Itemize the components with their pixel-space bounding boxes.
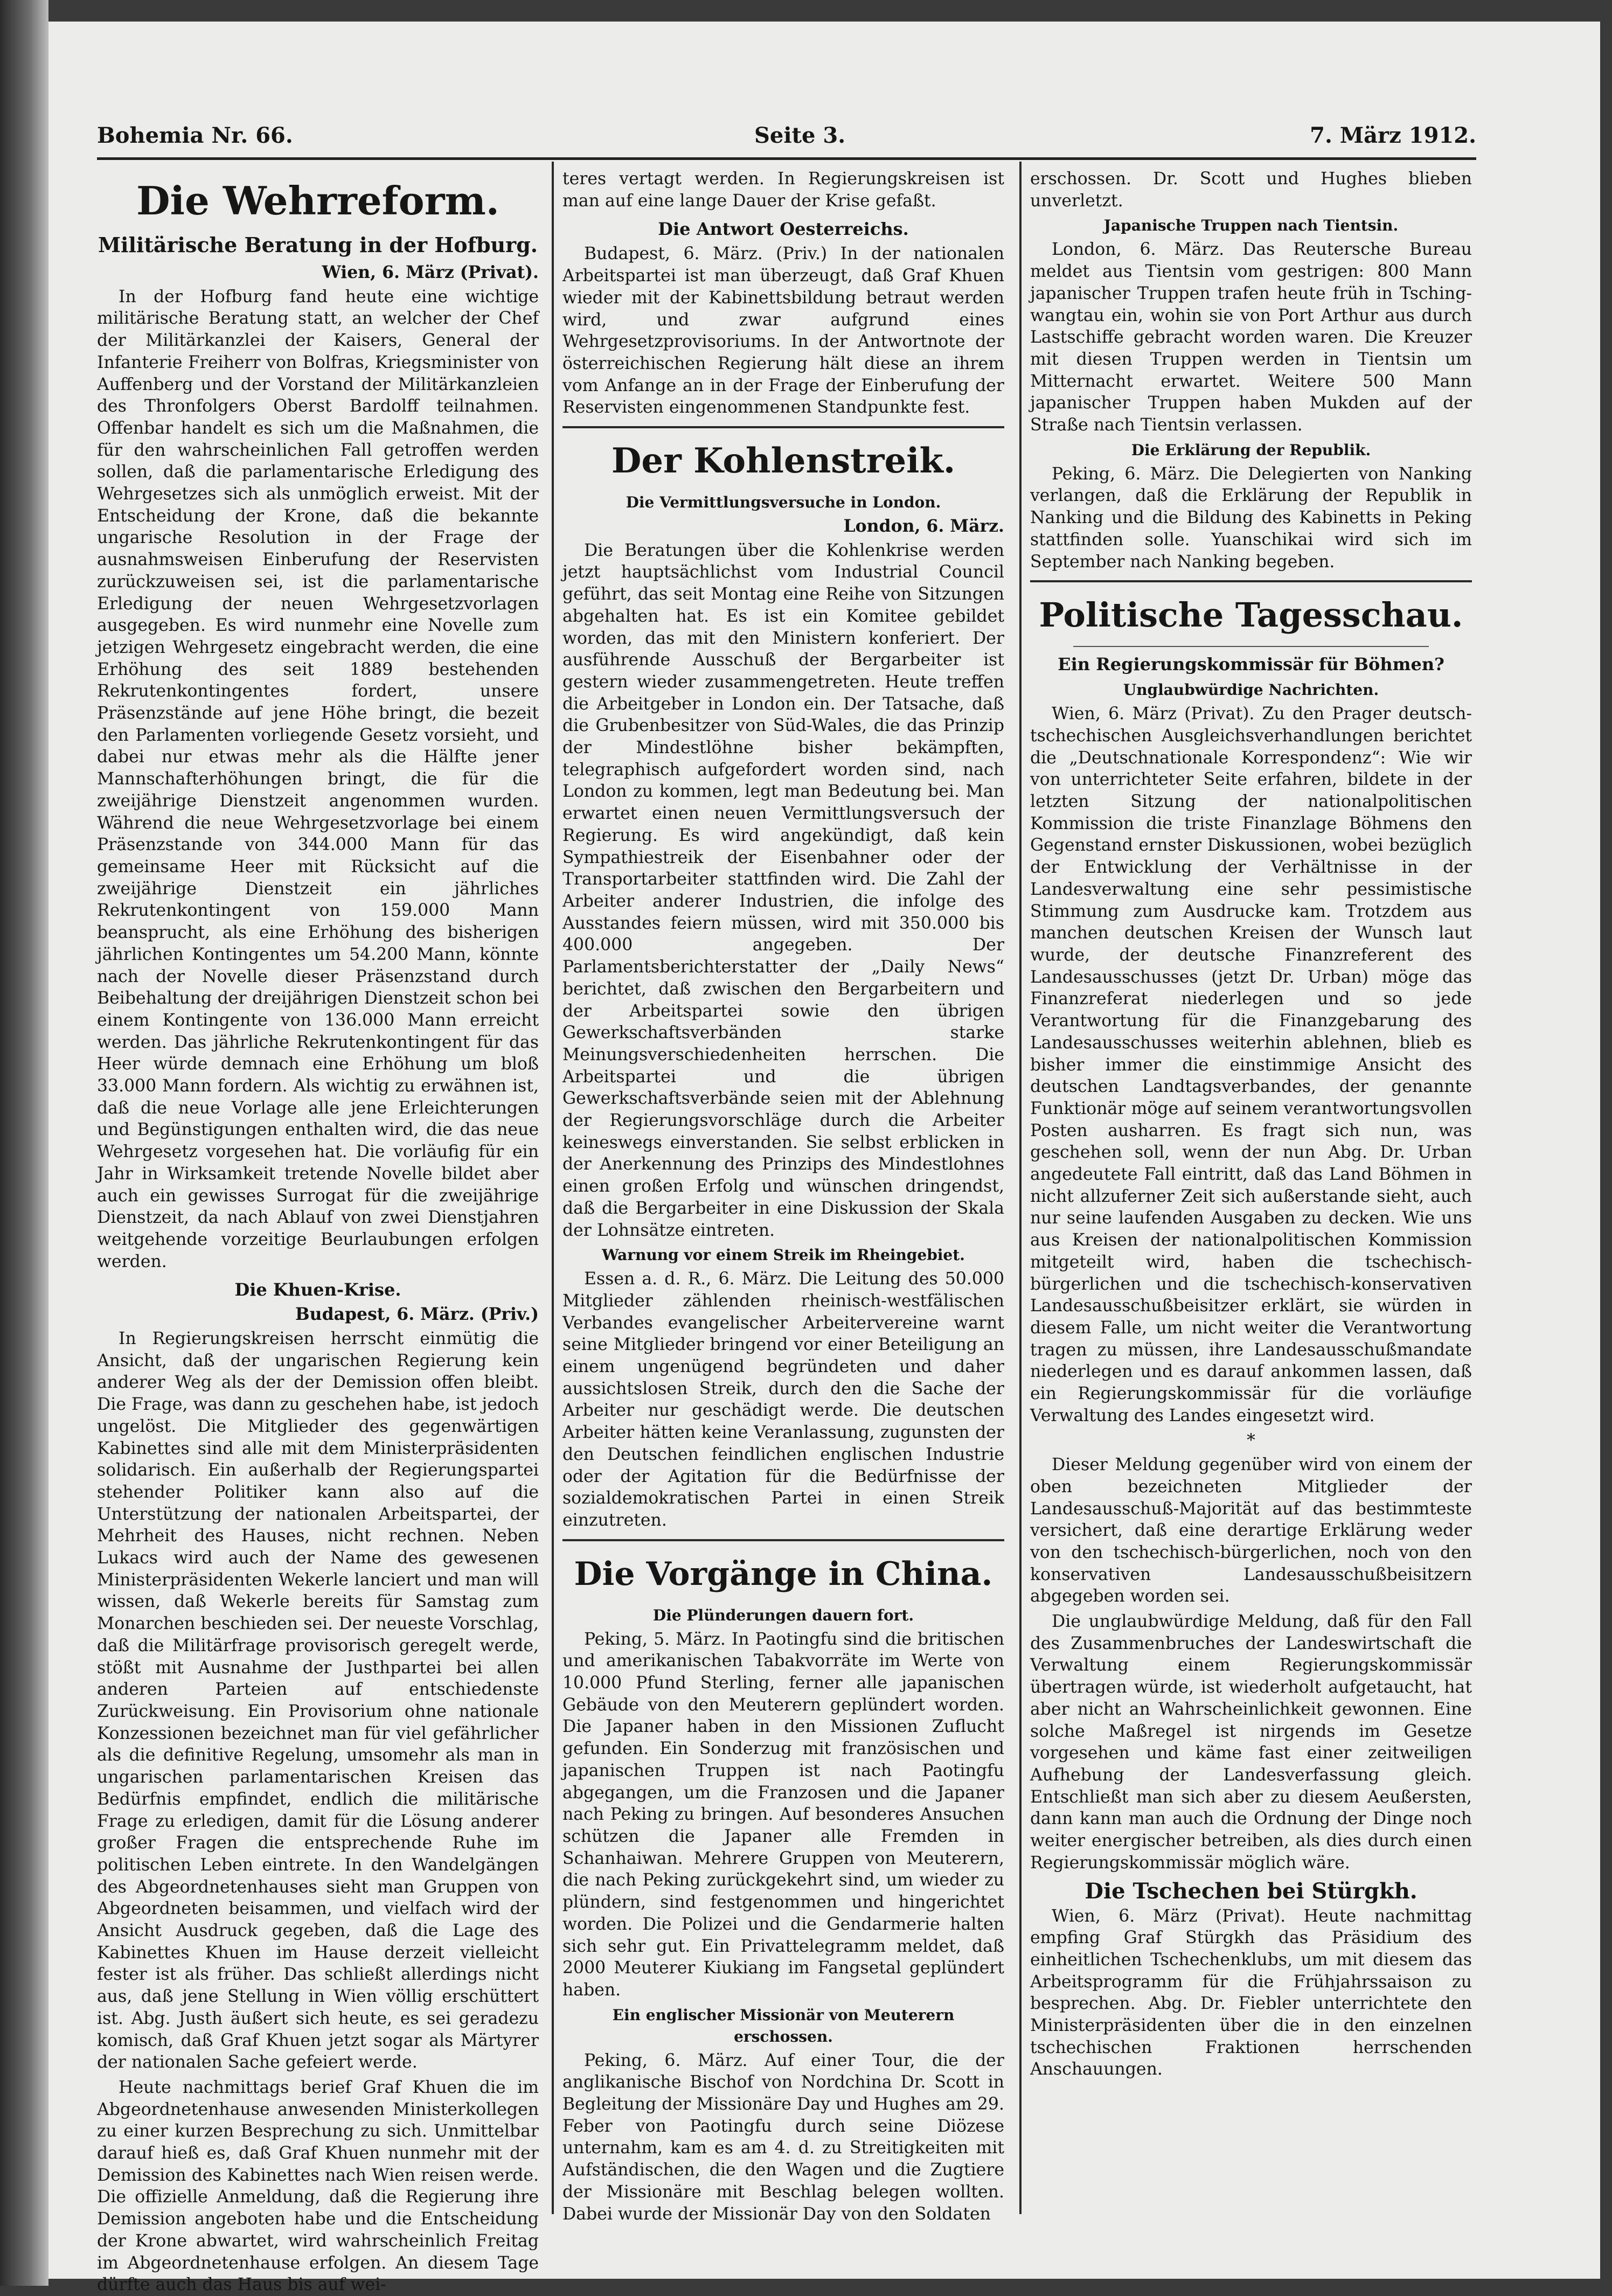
subhead-unglaubwuerdig: Unglaubwürdige Nachrichten. bbox=[1123, 681, 1379, 699]
masthead-issue: Bohemia Nr. 66. bbox=[97, 123, 293, 148]
column-3 bbox=[1030, 168, 1472, 2215]
dateline-london: London, 6. März. bbox=[843, 516, 1004, 537]
separator bbox=[562, 426, 1004, 428]
article-kohlenstreik-text: Die Beratungen über die Kohlenkrise werden jetzt hauptsächlichst vom Industrial Council geführt, das seit Montag eine Reihe von Sitzungen abgehalten hat. Es ist ein Komitee gebildet worden, das mit den Ministern konferiert. Der ausführende Ausschuß der Bergarbeiter ist gestern wieder zusammengetreten. Heute treffen die Arbeitgeber in London ein. Der Tatsache, daß die Grubenbesitzer von Süd-Wales, die das Prinzip der Mindestlöhne bisher bekämpften, telegraphisch aufgefordert worden sind, nach London zu kommen, legt man Bedeutung bei. Man erwartet einen neuen Vermittlungsversuch der Regierung. Es wird angekündigt, daß kein Sympathiestreik der Eisenbahner oder der Transportarbeiter stattfinden wird. Die Zahl der Arbeiter anderer Industrien, die infolge des Ausstandes feiern müssen, wird mit 350.000 bis 400.000 angegeben. Der Parlamentsberichterstatter der „Daily News“ berichtet, daß zwischen den Bergarbeitern und der Arbeitspartei sowie den übrigen Gewerkschaftsverbänden starke Meinungsverschiedenheiten herrschen. Die Arbeitspartei und die übrigen Gewerkschaftsverbände seien mit der Ablehnung der Regierungsvorschläge durch die Arbeiter keineswegs einverstanden. Sie selbst erblicken in der Anerkennung des Prinzips des Mindestlohnes einen großen Erfolg und wünschen dringendst, daß die Bergarbeiter in eine Diskussion der Skala der Lohnsätze eintreten. bbox=[562, 540, 1004, 1240]
article-khuen-text-2: Heute nachmittags berief Graf Khuen die im Abgeordnetenhause anwesenden Ministerkollegen zu einer kurzen Besprechung zu sich. Unmittelbar darauf hieß es, daß Graf Khuen nunmehr mit der Demission des Kabinettes nach Wien reisen werde. Die offizielle Anmeldung, daß die Regierung ihre Demission angeboten habe und die Entscheidung der Krone abwartet, wird wahrscheinlich Freitag im Abgeordnetenhause erfolgen. An diesem Tage dürfte auch das Haus bis auf wei- bbox=[97, 2077, 539, 2295]
article-dementi-text: Dieser Meldung gegenüber wird von einem der oben bezeichneten Mitglieder der Landesausschuß-Majorität auf das bestimmteste versichert, daß eine derartige Erklärung weder von den tschechisch-bürgerlichen, noch von den konservativen Landesausschußbeisitzern abgegeben worden sei. bbox=[1030, 1455, 1472, 1606]
article-republik-text: Peking, 6. März. Die Delegierten von Nanking verlangen, daß die Erklärung der Republik in Nanking und die Bildung des Kabinetts in Peking stattfinden solle. Yuanschikai wird sich im September nach Nanking begeben. bbox=[1030, 464, 1472, 572]
article-khuen-text: In Regierungskreisen herrscht einmütig die Ansicht, daß der ungarischen Regierung kein anderer Weg als der der Demission offen bleibt. Die Frage, was dann zu geschehen habe, ist jedoch ungelöst. Die Mitglieder des gegenwärtigen Kabinettes sind alle mit dem Ministerpräsidenten solidarisch. Ein außerhalb der Regierungspartei stehender Politiker kann also auf die Unterstützung der nationalen Arbeitspartei, der Mehrheit des Hauses, nicht rechnen. Neben Lukacs wird auch der Name des gewesenen Ministerpräsidenten Wekerle lanciert und man will wissen, daß Wekerle bereits für Samstag zum Monarchen beschieden sei. Der neueste Vorschlag, daß die Militärfrage provisorisch geregelt werde, stößt mit Ausnahme der Justhpartei bei allen anderen Parteien auf entschiedenste Zurückweisung. Ein Provisorium ohne nationale Konzessionen bezeichnet man für viel gefährlicher als die definitive Regelung, umsomehr als man in ungarischen parlamentarischen Kreisen das Bedürfnis empfindet, endlich die militärische Frage zu erledigen, damit für die Lösung anderer großer Fragen die entsprechende Ruhe im politischen Leben eintrete. In den Wandelgängen des Abgeordnetenhauses sieht man Gruppen von Abgeordneten beisammen, und vielfach wird der Ansicht Ausdruck gegeben, daß die Lage des Kabinettes Khuen im Hause derzeit vielleicht fester ist als früher. Das schließt allerdings nicht aus, daß jene Stellung in Wien völlig erschüttert ist. Abg. Justh äußert sich heute, es sei geradezu komisch, daß Graf Khuen jetzt sogar als Märtyrer der nationalen Sache gefeiert werde. bbox=[97, 1329, 539, 2072]
separator bbox=[562, 1539, 1004, 1541]
article-china-text: Peking, 5. März. In Paotingfu sind die britischen und amerikanischen Tabakvorräte im Werte von 10.000 Pfund Sterling, ferner alle japanischen Gebäude von den Meuterern geplündert worden. Die Japaner haben in den Missionen Zuflucht gefunden. Ein Sonderzug mit französischen und japanischen Truppen ist nach Paotingfu abgegangen, um die Franzosen und die Japaner nach Peking zu bringen. Auf besonderes Ansuchen schützen die Japaner alle Fremden in Schanhaiwan. Mehrere Gruppen von Meuterern, die nach Peking zurückgekehrt sind, um wieder zu plündern, sind festgenommen und hingerichtet worden. Die Polizei und die Gendarmerie halten sich sehr gut. Ein Privattelegramm meldet, daß 2000 Meuterer Kiukiang im Fangsetal geplündert haben. bbox=[562, 1629, 1004, 2000]
article-ausgleich-text: Wien, 6. März (Privat). Zu den Prager deutsch-tschechischen Ausgleichsverhandlungen berichtet die „Deutschnationale Korrespondenz“: Wie wir von unterrichteter Seite erfahren, bildete in der letzten Sitzung der nationalpolitischen Kommission die triste Finanzlage Böhmens den Gegenstand ernster Diskussionen, wobei bezüglich der Entwicklung der Verhältnisse in der Landesverwaltung eine sehr pessimistische Stimmung zum Ausdrucke kam. Trotzdem aus manchen deutschen Kreisen der Wunsch laut wurde, der deutsche Finanzreferent des Landesausschusses (jetzt Dr. Urban) möge das Finanzreferat niederlegen und so jede Verantwortung für die Finanzgebarung des Landesausschusses weiterhin ablehnen, blieb es bisher immer die einstimmige Ansicht des deutschen Landtagsverbandes, der genannte Funktionär möge auf seinem verantwortungsvollen Posten ausharren. Es fragt sich nun, was geschehen soll, wenn der nun Abg. Dr. Urban angedeutete Fall eintritt, daß das Land Böhmen in nicht allzuferner Zeit sich außerstande sieht, auch nur seine laufenden Ausgaben zu decken. Wie uns aus Kreisen der nationalpolitischen Kommission mitgeteilt wird, haben die tschechisch-bürgerlichen und die tschechisch-konservativen Landesausschußbeisitzer erklärt, sie würden in diesem Falle, um nicht weiter die Verantwortung tragen zu müssen, ihre Landesausschußmandate niederlegen und es darauf ankommen lassen, daß ein Regierungskommissär für die vorläufige Verwaltung des Landes eingesetzt wird. bbox=[1030, 704, 1472, 1425]
headline-wehrreform: Die Wehrreform. bbox=[136, 178, 499, 224]
masthead bbox=[97, 123, 1476, 155]
column-2 bbox=[562, 168, 1004, 2224]
subhead-japanische-truppen: Japanische Truppen nach Tientsin. bbox=[1103, 217, 1399, 235]
subhead-missionaer: Ein englischer Missionär von Meuterern erschossen. bbox=[612, 2006, 955, 2045]
subhead-regierungskommissaer: Ein Regierungskommissär für Böhmen? bbox=[1058, 654, 1444, 675]
separator bbox=[1030, 580, 1472, 582]
section-asterisk: * bbox=[1247, 1431, 1255, 1451]
masthead-page: Seite 3. bbox=[754, 123, 846, 148]
headline-khuen-krise: Die Khuen-Krise. bbox=[234, 1279, 401, 1300]
headline-china: Die Vorgänge in China. bbox=[574, 1555, 993, 1593]
headline-kohlenstreik: Der Kohlenstreik. bbox=[611, 441, 956, 482]
article-wehrreform-text: In der Hofburg fand heute eine wichtige militärische Beratung statt, an welcher der Chef der Militärkanzlei der Kaisers, General der Infanterie Freiherr von Bolfras, Kriegsminister von Auffenberg und der Vorstand der Militärkanzleien des Thronfolgers Oberst Bardolff teilnahmen. Offenbar handelt es sich um die Maßnahmen, die für den wahrscheinlichen Fall getroffen werden sollen, daß die parlamentarische Erledigung des Wehrgesetzes sich als unmöglich erweist. Mit der Entscheidung der Krone, daß die bekannte ungarische Resolution in der Frage der ausnahmsweisen Einberufung der Reservisten zurückzuweisen sei, ist die parlamentarische Erledigung der neuen Wehrgesetzvorlagen ausgegeben. Es wird nunmehr eine Novelle zum jetzigen Wehrgesetz eingebracht werden, die eine Erhöhung des seit 1889 bestehenden Rekrutenkontingentes fordert, unsere Präsenzstände auf jene Höhe bringt, die bezeit den Parlamenten vorliegende Gesetz vorsieht, und dabei nur etwas mehr als die Hälfte jener Mannschafterhöhungen bringt, die für die zweijährige Dienstzeit angenommen wurden. Während die neue Wehrgesetzvorlage bei einem Präsenzstande von 344.000 Mann für das gemeinsame Heer mit Rücksicht auf die zweijährige Dienstzeit ein jährliches Rekrutenkontingent von 159.000 Mann beansprucht, als eine Erhöhung des bisherigen jährlichen Kontingentes um 54.200 Mann, könnte nach der Novelle dieser Präsenzstand durch Beibehaltung der dreijährigen Dienstzeit schon bei einem Kontingente von 136.000 Mann erreicht werden. Das jährliche Rekrutenkontingent für das Heer würde demnach eine Erhöhung um bloß 33.000 Mann fordern. Als wichtig zu erwähnen ist, daß die neue Vorlage alle jene Erleichterungen und Begünstigungen enthalten wird, die das neue Wehrgesetz vorgesehen hat. Die vorläufig für ein Jahr in Wirksamkeit tretende Novelle bildet aber auch ein gewisses Surrogat für die zweijährige Dienstzeit, da nach Ablauf von zwei Dienstjahren weitgehende vorzeitige Beurlaubungen erfolgen werden. bbox=[97, 287, 539, 1271]
column-divider-2 bbox=[1019, 162, 1022, 2214]
masthead-date: 7. März 1912. bbox=[1310, 123, 1476, 148]
subhead-republik: Die Erklärung der Republik. bbox=[1131, 441, 1371, 459]
subhead-vermittlungsversuche: Die Vermittlungsversuche in London. bbox=[626, 493, 941, 512]
column-1 bbox=[97, 168, 539, 2295]
subhead-warnung-streik: Warnung vor einem Streik im Rheingebiet. bbox=[602, 1246, 965, 1264]
article-antwort-text: Budapest, 6. März. (Priv.) In der nationalen Arbeitspartei ist man überzeugt, daß Graf Khuen wieder mit der Kabinettsbildung betraut werden wird, und zwar aufgrund eines Wehrgesetzprovisoriums. In der Antwortnote der österreichischen Regierung hält diese an ihrem vom Anfange an in der Frage der Einberufung der Reservisten eingenommenen Standpunkte fest. bbox=[562, 244, 1004, 418]
page-edge bbox=[0, 0, 48, 2286]
article-tschechen-text: Wien, 6. März (Privat). Heute nachmittag empfing Graf Stürgkh das Präsidium des einheitlichen Tschechenklubs, um mit diesem das Arbeitsprogramm für die Frühjahrssaison zu besprechen. Abg. Dr. Fiebler unterrichtete den Ministerpräsidenten über die in den einzelnen tschechischen Fraktionen herrschenden Anschauungen. bbox=[1030, 1906, 1472, 2079]
article-truppen-text: London, 6. März. Das Reutersche Bureau meldet aus Tientsin vom gestrigen: 800 Mann japanischer Truppen trafen heute früh in Tsching-wangtau ein, wohin sie von Port Arthur aus durch Lastschiffe gebracht worden waren. Die Kreuzer mit diesen Truppen werden in Tientsin um Mitternacht erwartet. Weitere 500 Mann japanischer Truppen haben Mukden auf der Straße nach Tientsin verlassen. bbox=[1030, 240, 1472, 435]
headline-tschechen-stuergkh: Die Tschechen bei Stürgkh. bbox=[1085, 1878, 1418, 1904]
headline-politische-tagesschau: Politische Tagesschau. bbox=[1039, 595, 1463, 635]
masthead-rule bbox=[97, 157, 1476, 160]
dateline-budapest: Budapest, 6. März. (Priv.) bbox=[295, 1304, 539, 1325]
headline-antwort-oesterreichs: Die Antwort Oesterreichs. bbox=[658, 219, 909, 240]
separator-thin bbox=[1073, 646, 1429, 647]
article-missionaer-continued: erschossen. Dr. Scott und Hughes blieben unverletzt. bbox=[1030, 169, 1472, 211]
article-warnung-text: Essen a. d. R., 6. März. Die Leitung des 50.000 Mitglieder zählenden rheinisch-westfälischen Verbandes evangelischer Arbeitervereine warnt seine Mitglieder bringend vor einer Beteiligung an einem ungenügend begründeten und daher aussichtslosen Streik, durch den die Sache der Arbeiter nur geschädigt werde. Die deutschen Arbeiter hätten keine Veranlassung, zugunsten der den Deutschen feindlichen englischen Industrie oder der Agitation für die Bedürfnisse der sozialdemokratischen Partei in einen Streik einzutreten. bbox=[562, 1269, 1004, 1530]
dateline-wien: Wien, 6. März (Privat). bbox=[322, 262, 539, 282]
article-khuen-continued: teres vertagt werden. In Regierungskreisen ist man auf eine lange Dauer der Krise gefaßt. bbox=[562, 169, 1004, 211]
article-meldung-text: Die unglaubwürdige Meldung, daß für den Fall des Zusammenbruches der Landeswirtschaft die Verwaltung einem Regierungskommissär übertragen würde, ist wiederholt aufgetaucht, hat aber nicht an Wahrscheinlichkeit gewonnen. Eine solche Maßregel ist nirgends im Gesetze vorgesehen und käme fast einer zeitweiligen Aufhebung der Landesverfassung gleich. Entschließt man sich aber zu diesem Aeußersten, dann kann man auch die Ordnung der Dinge noch weiter energischer betreiben, als dies durch einen Regierungskommissär möglich wäre. bbox=[1030, 1612, 1472, 1873]
subhead-pluenderungen: Die Plünderungen dauern fort. bbox=[652, 1606, 914, 1624]
column-divider-1 bbox=[552, 162, 554, 2214]
subhead-militaerische-beratung: Militärische Beratung in der Hofburg. bbox=[98, 233, 538, 257]
article-missionaer-text: Peking, 6. März. Auf einer Tour, die der anglikanische Bischof von Nordchina Dr. Scott in Begleitung der Missionäre Day und Hughes am 29. Feber von Paotingfu durch seine Diözese unternahm, kam es am 4. d. zu Streitigkeiten mit Aufständischen, die den Wagen und die Zugtiere der Missionäre mit Beschlag belegen wollten. Dabei wurde der Missionär Day von den Soldaten bbox=[562, 2050, 1004, 2224]
